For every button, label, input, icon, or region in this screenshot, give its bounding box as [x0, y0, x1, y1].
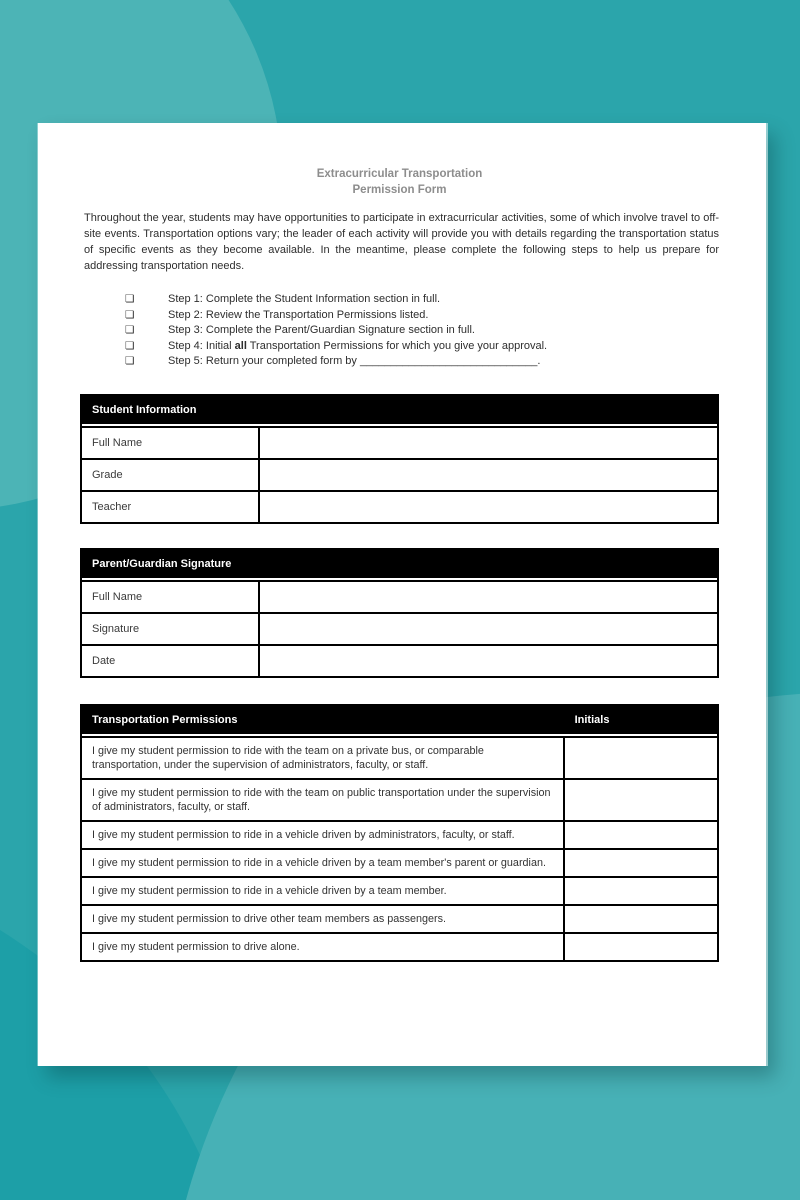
step-text-prefix: Step 1: Complete the Student Information section in full.: [168, 293, 441, 305]
step-item-3: [125, 323, 719, 339]
row-label-teacher: Teacher: [82, 492, 260, 522]
permission-text: I give my student permission to ride in a vehicle driven by a team member.: [82, 878, 565, 904]
permissions-table-header: [82, 706, 717, 734]
student-info-header-label: Student Information: [92, 403, 197, 416]
initials-field[interactable]: [565, 878, 717, 904]
step-text-prefix: Step 2: Review the Transportation Permissions listed.: [168, 308, 429, 321]
form-title-line2: Permission Form: [352, 184, 447, 196]
table-row: [82, 490, 717, 522]
checkbox-bullet-icon: ❏: [125, 293, 135, 305]
step-text: [168, 339, 547, 355]
guardian-full-name-field[interactable]: [260, 582, 717, 612]
permission-row: [82, 778, 717, 820]
checkbox-bullet-icon: ❏: [125, 355, 135, 368]
steps-checklist: [125, 292, 719, 370]
initials-field[interactable]: [565, 738, 717, 778]
step-text: [168, 292, 440, 308]
row-label-date: Date: [82, 646, 260, 676]
permission-row: [82, 820, 717, 848]
form-page: [38, 123, 766, 1066]
checkbox-bullet-icon: ❏: [125, 324, 135, 337]
step-item-4: [125, 339, 719, 355]
permission-text: I give my student permission to ride with the team on public transportation under the supervision of administrators, faculty, or staff.: [82, 780, 565, 820]
guardian-signature-header-label: Parent/Guardian Signature: [92, 557, 232, 570]
initials-field[interactable]: [565, 906, 717, 932]
permission-row: [82, 932, 717, 960]
guardian-signature-header: [82, 550, 717, 578]
table-row: [82, 644, 717, 676]
form-title: [80, 166, 719, 198]
step-text: [168, 323, 475, 339]
table-row: [82, 580, 717, 612]
transportation-permissions-table: [80, 704, 719, 962]
step-item-5: [125, 354, 719, 370]
signature-field[interactable]: [260, 614, 717, 644]
initials-field[interactable]: [565, 780, 717, 820]
row-label-signature: Signature: [82, 614, 260, 644]
step-item-2: [125, 308, 719, 324]
table-row: [82, 426, 717, 458]
permission-row: [82, 848, 717, 876]
permission-row: [82, 736, 717, 778]
step-text-suffix: Transportation Permissions for which you give your approval.: [246, 339, 548, 352]
step-text: [168, 308, 428, 324]
checkbox-bullet-icon: ❏: [125, 339, 135, 352]
permission-text: I give my student permission to drive other team members as passengers.: [82, 906, 565, 932]
initials-field[interactable]: [565, 850, 717, 876]
initials-field[interactable]: [565, 934, 717, 960]
row-label-full-name: Full Name: [82, 428, 260, 458]
student-info-header: [82, 396, 717, 424]
table-row: [82, 458, 717, 490]
permission-row: [82, 876, 717, 904]
form-title-line1: Extracurricular Transportation: [316, 168, 483, 180]
permission-text: I give my student permission to ride with the team on a private bus, or comparable transportation, under the supervision of administrators, faculty, or staff.: [82, 738, 565, 778]
step-text-prefix: Step 4: Initial: [168, 339, 235, 352]
step-5-return-blank: _____________________________.: [359, 355, 541, 368]
grade-field[interactable]: [260, 460, 717, 490]
step-item-1: [125, 292, 719, 308]
step-text-prefix: Step 5: Return your completed form by: [168, 355, 360, 368]
teacher-field[interactable]: [260, 492, 717, 522]
step-text-bold: all: [234, 339, 247, 352]
row-label-guardian-full-name: Full Name: [82, 582, 260, 612]
step-text-prefix: Step 3: Complete the Parent/Guardian Signature section in full.: [168, 324, 475, 337]
permission-row: [82, 904, 717, 932]
initials-field[interactable]: [565, 822, 717, 848]
step-text: [168, 354, 540, 370]
table-row: [82, 612, 717, 644]
date-field[interactable]: [260, 646, 717, 676]
checkbox-bullet-icon: ❏: [125, 308, 135, 321]
guardian-signature-table: [80, 548, 719, 678]
permission-text: I give my student permission to ride in a vehicle driven by administrators, faculty, or staff.: [82, 822, 565, 848]
initials-header-label: Initials: [574, 713, 610, 726]
full-name-field[interactable]: [260, 428, 717, 458]
permission-text: I give my student permission to ride in a vehicle driven by a team member's parent or guardian.: [82, 850, 565, 876]
row-label-grade: Grade: [82, 460, 260, 490]
intro-paragraph: Throughout the year, students may have opportunities to participate in extracurricular activities, some of which involve travel to off-site events. Transportation options vary; the leader of each activity will provide you with details regarding the transportation status of specific events as they become available. In the meantime, please complete the following steps to help us prepare for addressing transportation needs.: [84, 212, 719, 272]
permission-text: I give my student permission to drive alone.: [82, 934, 565, 960]
student-info-table: [80, 394, 719, 524]
permissions-header-label: Transportation Permissions: [92, 713, 238, 726]
